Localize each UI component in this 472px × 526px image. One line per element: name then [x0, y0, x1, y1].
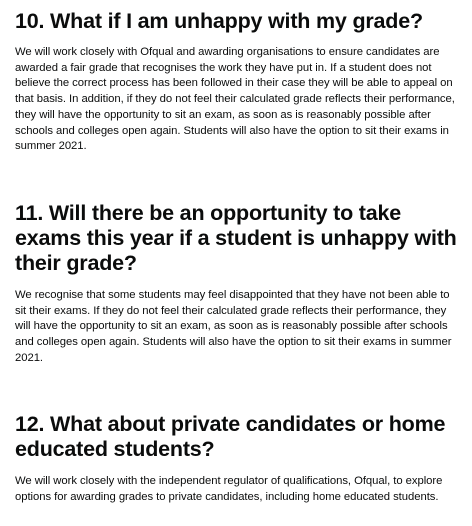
faq-answer-12: We will work closely with the independent regulator of qualifications, Ofqual, to explore options for awarding grades to private candidates, including home educated students.	[15, 475, 443, 504]
faq-answer-10: We will work closely with Ofqual and awarding organisations to ensure candidates are awarded a fair grade that recognises the work they have put in. If a student does not believe the correct process has been followed in their case they will be able to appeal on that basis. In addition, if they do not feel their calculated grade reflects their performance, they will have the opportunity to sit an exam, as soon as is reasonably possible after schools and colleges open again. Students will also have the option to sit their exams in summer 2021.	[15, 46, 455, 153]
faq-section-12	[15, 412, 458, 505]
faq-heading-11: 11. Will there be an opportunity to take exams this year if a student is unhappy with their grade?	[15, 200, 457, 275]
faq-section-11	[15, 201, 458, 367]
faq-answer-11: We recognise that some students may feel disappointed that they have not been able to sit their exams. If they do not feel their calculated grade reflects their performance, they will have the opportunity to sit an exam, as soon as is reasonably possible after schools and colleges open again. Students will also have the option to sit their exams in summer 2021.	[15, 288, 452, 364]
faq-heading-12: 12. What about private candidates or home educated students?	[15, 412, 446, 462]
faq-section-10	[15, 0, 458, 155]
faq-heading-10: 10. What if I am unhappy with my grade?	[15, 9, 423, 33]
